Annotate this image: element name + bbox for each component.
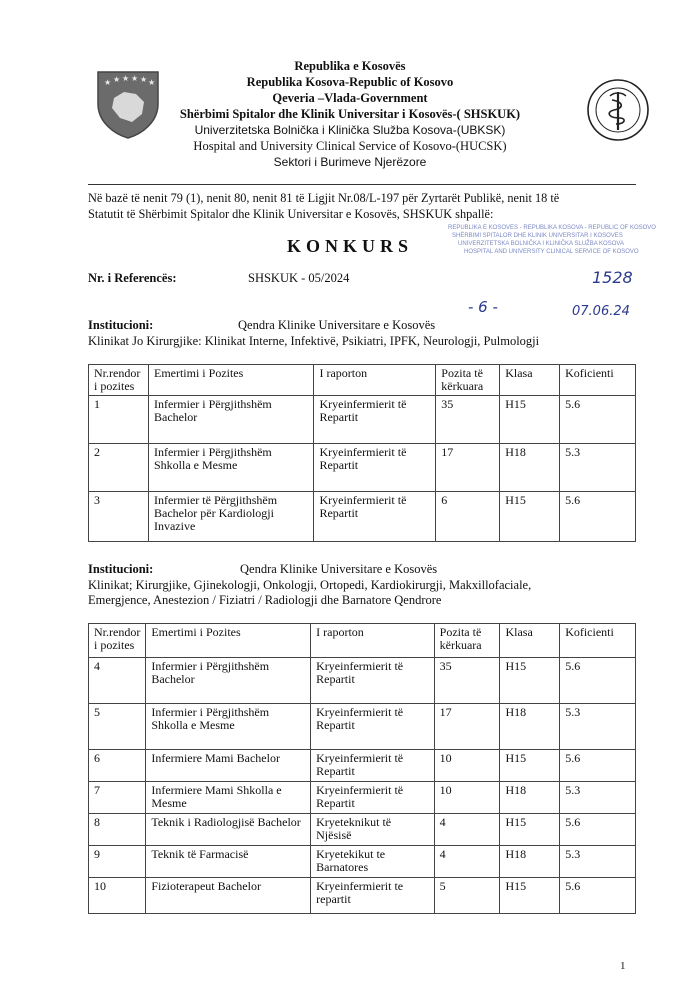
institution-label: Institucioni: — [88, 562, 154, 576]
reports-to: Kryeinfermierit të Repartit — [314, 396, 436, 444]
reference-label: Nr. i Referencës: — [88, 271, 177, 285]
handwritten-number: 1528 — [592, 268, 633, 287]
coefficient: 5.3 — [560, 782, 636, 814]
registration-stamp — [428, 224, 664, 302]
positions-required: 35 — [436, 396, 500, 444]
positions-required: 35 — [434, 658, 500, 704]
row-number: 1 — [89, 396, 149, 444]
coefficient: 5.6 — [560, 878, 636, 914]
reports-to: Kryeteknikut të Njësisë — [311, 814, 435, 846]
table-row — [89, 492, 636, 542]
svg-text:★: ★ — [131, 74, 139, 83]
positions-required: 10 — [434, 750, 500, 782]
table-row — [89, 444, 636, 492]
column-header: Klasa — [500, 365, 560, 396]
reports-to: Kryetekikut te Barnatores — [311, 846, 435, 878]
column-header: Nr.rendor i pozites — [89, 624, 146, 658]
svg-text:★: ★ — [122, 74, 130, 83]
position-title: Infermier të Përgjithshëm Bachelor për Kardiologji Invazive — [148, 492, 313, 542]
positions-required: 17 — [434, 704, 500, 750]
coefficient: 5.6 — [560, 396, 636, 444]
column-header: Koficienti — [560, 365, 636, 396]
section-1-clinics: Klinikat Jo Kirurgjike: Klinikat Interne, Infektivë, Psikiatri, IPFK, Neurologji, Pulmologji — [88, 334, 540, 348]
salary-class: H18 — [500, 444, 560, 492]
positions-table-1 — [88, 364, 636, 542]
salary-class: H15 — [500, 878, 560, 914]
reports-to: Kryeinfermierit të Repartit — [311, 782, 435, 814]
row-number: 5 — [89, 704, 146, 750]
table-header-row — [89, 365, 636, 396]
institution-name: Qendra Klinike Universitare e Kosovës — [240, 562, 438, 576]
section-2-clinics-line-2: Emergjence, Anestezion / Fiziatri / Radiologji dhe Barnatore Qendrore — [88, 593, 442, 607]
salary-class: H18 — [500, 704, 560, 750]
row-number: 10 — [89, 878, 146, 914]
institution-name: Qendra Klinike Universitare e Kosovës — [238, 318, 436, 332]
svg-text:★: ★ — [104, 78, 112, 87]
positions-required: 6 — [436, 492, 500, 542]
reports-to: Kryeinfermierit të Repartit — [311, 750, 435, 782]
position-title: Infermier i Përgjithshëm Shkolla e Mesme — [148, 444, 313, 492]
table-row — [89, 658, 636, 704]
coefficient: 5.6 — [560, 750, 636, 782]
row-number: 2 — [89, 444, 149, 492]
position-title: Infermier i Përgjithshëm Bachelor — [148, 396, 313, 444]
coefficient: 5.6 — [560, 814, 636, 846]
reports-to: Kryeinfermierit të Repartit — [311, 704, 435, 750]
header-line-5: Univerzitetska Bolnička i Klinička Služba Kosova-(UBKSK) — [194, 123, 506, 137]
positions-required: 4 — [434, 814, 500, 846]
column-header: Nr.rendor i pozites — [89, 365, 149, 396]
position-title: Fizioterapeut Bachelor — [146, 878, 311, 914]
row-number: 4 — [89, 658, 146, 704]
column-header: I raporton — [314, 365, 436, 396]
section-1-institution — [88, 318, 648, 349]
header-line-4: Shërbimi Spitalor dhe Klinik Universitar i Kosovës-( SHSKUK) — [179, 107, 521, 121]
positions-required: 17 — [436, 444, 500, 492]
position-title: Infermier i Përgjithshëm Shkolla e Mesme — [146, 704, 311, 750]
reports-to: Kryeinfermierit te repartit — [311, 878, 435, 914]
row-number: 6 — [89, 750, 146, 782]
svg-text:★: ★ — [148, 78, 156, 87]
reference-value: SHSKUK - 05/2024 — [248, 271, 350, 285]
column-header: Klasa — [500, 624, 560, 658]
reference-row — [88, 271, 350, 286]
table-row — [89, 782, 636, 814]
legal-basis-line-2: Statutit të Shërbimit Spitalor dhe Klinik Universitar e Kosovës, SHSKUK shpallë: — [88, 207, 494, 221]
position-title: Infermier i Përgjithshëm Bachelor — [146, 658, 311, 704]
position-title: Infermiere Mami Shkolla e Mesme — [146, 782, 311, 814]
salary-class: H15 — [500, 750, 560, 782]
positions-table-2 — [88, 623, 636, 914]
coefficient: 5.6 — [560, 658, 636, 704]
header-line-6: Hospital and University Clinical Service of Kosovo-(HUCSK) — [193, 139, 507, 153]
reports-to: Kryeinfermierit të Repartit — [314, 492, 436, 542]
positions-required: 5 — [434, 878, 500, 914]
column-header: Koficienti — [560, 624, 636, 658]
row-number: 7 — [89, 782, 146, 814]
svg-text:★: ★ — [113, 75, 121, 84]
header-line-3: Qeveria –Vlada-Government — [272, 91, 428, 105]
salary-class: H18 — [500, 846, 560, 878]
page-number: 1 — [620, 960, 626, 972]
stamp-line-3: UNIVERZITETSKA BOLNIČKA I KLINIČKA SLUŽBA KOSOVA — [458, 241, 624, 247]
section-2-institution — [88, 562, 648, 608]
document-title: KONKURS — [286, 236, 413, 256]
table-row — [89, 704, 636, 750]
table-row — [89, 846, 636, 878]
column-header: I raporton — [311, 624, 435, 658]
handwritten-mark: - 6 - — [468, 298, 498, 316]
position-title: Teknik i Radiologjisë Bachelor — [146, 814, 311, 846]
row-number: 8 — [89, 814, 146, 846]
position-title: Infermiere Mami Bachelor — [146, 750, 311, 782]
table-header-row — [89, 624, 636, 658]
column-header: Pozita të kërkuara — [434, 624, 500, 658]
column-header: Emertimi i Pozites — [148, 365, 313, 396]
header-divider — [88, 184, 636, 185]
positions-required: 10 — [434, 782, 500, 814]
header-line-1: Republika e Kosovës — [294, 59, 406, 73]
svg-text:★: ★ — [140, 75, 148, 84]
positions-required: 4 — [434, 846, 500, 878]
salary-class: H18 — [500, 782, 560, 814]
stamp-line-1: REPUBLIKA E KOSOVËS - REPUBLIKA KOSOVA - REPUBLIC OF KOSOVO — [448, 225, 656, 231]
legal-basis-line-1: Në bazë të nenit 79 (1), nenit 80, nenit 81 të Ligjit Nr.08/L-197 për Zyrtarët Publikë, nenit 18 të — [88, 191, 560, 205]
coefficient: 5.3 — [560, 704, 636, 750]
salary-class: H15 — [500, 814, 560, 846]
table-row — [89, 878, 636, 914]
coefficient: 5.6 — [560, 492, 636, 542]
table-row — [89, 814, 636, 846]
coefficient: 5.3 — [560, 846, 636, 878]
column-header: Pozita të kërkuara — [436, 365, 500, 396]
reports-to: Kryeinfermierit të Repartit — [311, 658, 435, 704]
header-line-7: Sektori i Burimeve Njerëzore — [273, 155, 427, 169]
column-header: Emertimi i Pozites — [146, 624, 311, 658]
coefficient: 5.3 — [560, 444, 636, 492]
institution-label: Institucioni: — [88, 318, 154, 332]
handwritten-date: 07.06.24 — [572, 304, 630, 319]
legal-basis-text — [88, 190, 648, 222]
salary-class: H15 — [500, 492, 560, 542]
reports-to: Kryeinfermierit të Repartit — [314, 444, 436, 492]
section-2-clinics-line-1: Klinikat; Kirurgjike, Gjinekologji, Onkologji, Ortopedi, Kardiokirurgji, Makxillofaciale, — [88, 578, 532, 592]
row-number: 9 — [89, 846, 146, 878]
stamp-line-2: SHËRBIMI SPITALOR DHE KLINIK UNIVERSITAR I KOSOVES — [452, 233, 623, 239]
row-number: 3 — [89, 492, 149, 542]
salary-class: H15 — [500, 396, 560, 444]
document-header — [0, 58, 700, 170]
header-line-2: Republika Kosova-Republic of Kosovo — [246, 75, 454, 89]
stamp-line-4: HOSPITAL AND UNIVERSITY CLINICAL SERVICE OF KOSOVO — [464, 249, 639, 255]
table-row — [89, 396, 636, 444]
position-title: Teknik të Farmacisë — [146, 846, 311, 878]
salary-class: H15 — [500, 658, 560, 704]
table-row — [89, 750, 636, 782]
